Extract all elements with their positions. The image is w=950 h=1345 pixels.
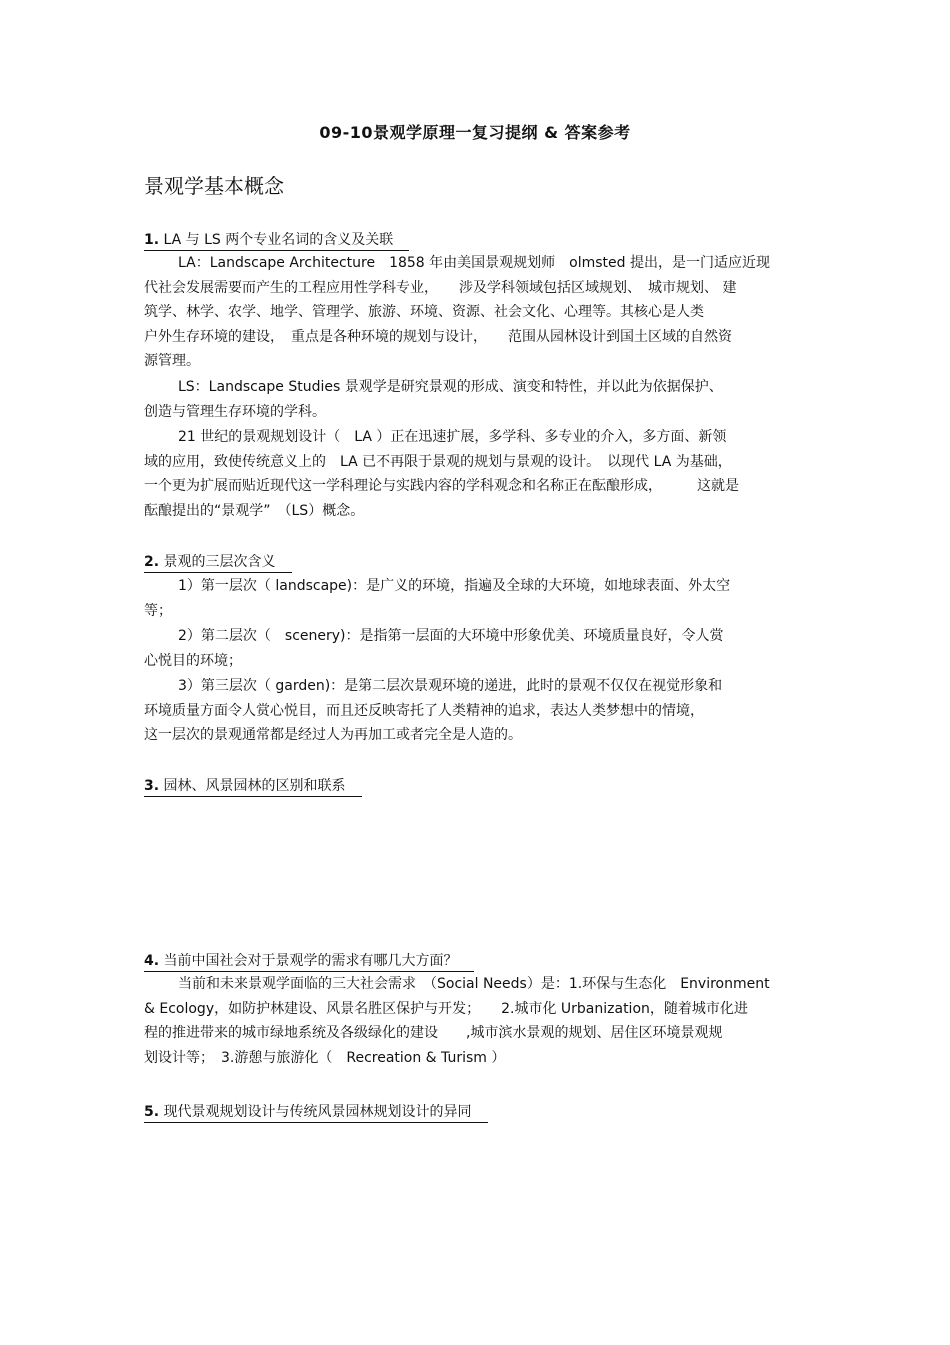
- text-line: 3）第三层次（ garden)：是第二层次景观环境的递进，此时的景观不仅仅在视觉形象和: [178, 678, 723, 694]
- q1-paragraph-21c: [144, 425, 810, 523]
- question-2-heading: [144, 551, 292, 573]
- text-line: LS：Landscape Studies 景观学是研究景观的形成、演变和特性，并以此为依据保护、: [178, 379, 723, 395]
- question-number: 4.: [144, 953, 160, 969]
- question-text: 当前中国社会对于景观学的需求有哪几大方面？: [163, 953, 458, 969]
- question-3-heading: [144, 775, 362, 797]
- question-1-heading: [144, 229, 409, 251]
- text-line: 一个更为扩展而贴近现代这一学科理论与实践内容的学科观念和名称正在酝酿形成， 这就是: [144, 478, 739, 494]
- text-line: LA：Landscape Architecture 1858 年由美国景观规划师 olmsted 提出，是一门适应近现: [178, 255, 770, 271]
- text-line: 源管理。: [144, 353, 200, 369]
- text-line: 创造与管理生存环境的学科。: [144, 403, 326, 420]
- text-line: 划设计等； 3.游憩与旅游化（ Recreation & Turism ）: [144, 1049, 506, 1066]
- text-line: 心悦目的环境；: [144, 652, 242, 669]
- q1-paragraph-ls: [144, 375, 810, 424]
- section-title: 景观学基本概念: [144, 174, 284, 198]
- text-line: 酝酿提出的“景观学” （LS）概念。: [144, 502, 365, 519]
- question-4-heading: [144, 950, 474, 972]
- text-line: 等；: [144, 602, 172, 619]
- q2-paragraph-level-1: [144, 574, 810, 623]
- text-line: & Ecology，如防护林建设、风景名胜区保护与开发； 2.城市化 Urbanization，随着城市化进: [144, 1000, 748, 1017]
- document-title: 09-10景观学原理一复习提纲 & 答案参考: [319, 123, 631, 142]
- text-line: 当前和未来景观学面临的三大社会需求 （Social Needs）是：1.环保与生态化 Environment: [178, 976, 770, 992]
- text-line: 代社会发展需要而产生的工程应用性学科专业， 涉及学科领域包括区域规划、 城市规划、 建: [144, 279, 737, 296]
- question-number: 5.: [144, 1104, 160, 1120]
- q2-paragraph-level-3: [144, 674, 810, 748]
- question-number: 1.: [144, 232, 160, 248]
- text-line: 2）第二层次（ scenery)：是指第一层面的大环境中形象优美、环境质量良好，令人赏: [178, 628, 724, 644]
- question-5-heading: [144, 1101, 488, 1123]
- q4-paragraph: [144, 972, 810, 1070]
- question-number: 3.: [144, 778, 160, 794]
- question-number: 2.: [144, 554, 160, 570]
- text-line: 域的应用，致使传统意义上的 LA 已不再限于景观的规划与景观的设计。 以现代 LA 为基础，: [144, 453, 732, 470]
- text-line: 筑学、林学、农学、地学、管理学、旅游、环境、资源、社会文化、心理等。其核心是人类: [144, 304, 704, 320]
- question-text: 园林、风景园林的区别和联系: [163, 778, 346, 794]
- question-text: 现代景观规划设计与传统风景园林规划设计的异同: [163, 1104, 472, 1120]
- question-text: 景观的三层次含义: [163, 554, 276, 570]
- text-line: 程的推进带来的城市绿地系统及各级绿化的建设 ,城市滨水景观的规划、居住区环境景观规: [144, 1025, 723, 1041]
- text-line: 户外生存环境的建设， 重点是各种环境的规划与设计， 范围从园林设计到国土区域的自然资: [144, 328, 732, 345]
- question-text: LA 与 LS 两个专业名词的含义及关联: [163, 232, 394, 248]
- text-line: 环境质量方面令人赏心悦目，而且还反映寄托了人类精神的追求，表达人类梦想中的情境，: [144, 702, 704, 719]
- text-line: 21 世纪的景观规划设计（ LA ）正在迅速扩展，多学科、多专业的介入，多方面、新领: [178, 429, 727, 445]
- q2-paragraph-level-2: [144, 624, 810, 673]
- q1-paragraph-la: [144, 251, 810, 374]
- text-line: 1）第一层次（ landscape)：是广义的环境，指遍及全球的大环境，如地球表面、外太空: [178, 578, 731, 594]
- text-line: 这一层次的景观通常都是经过人为再加工或者完全是人造的。: [144, 727, 522, 743]
